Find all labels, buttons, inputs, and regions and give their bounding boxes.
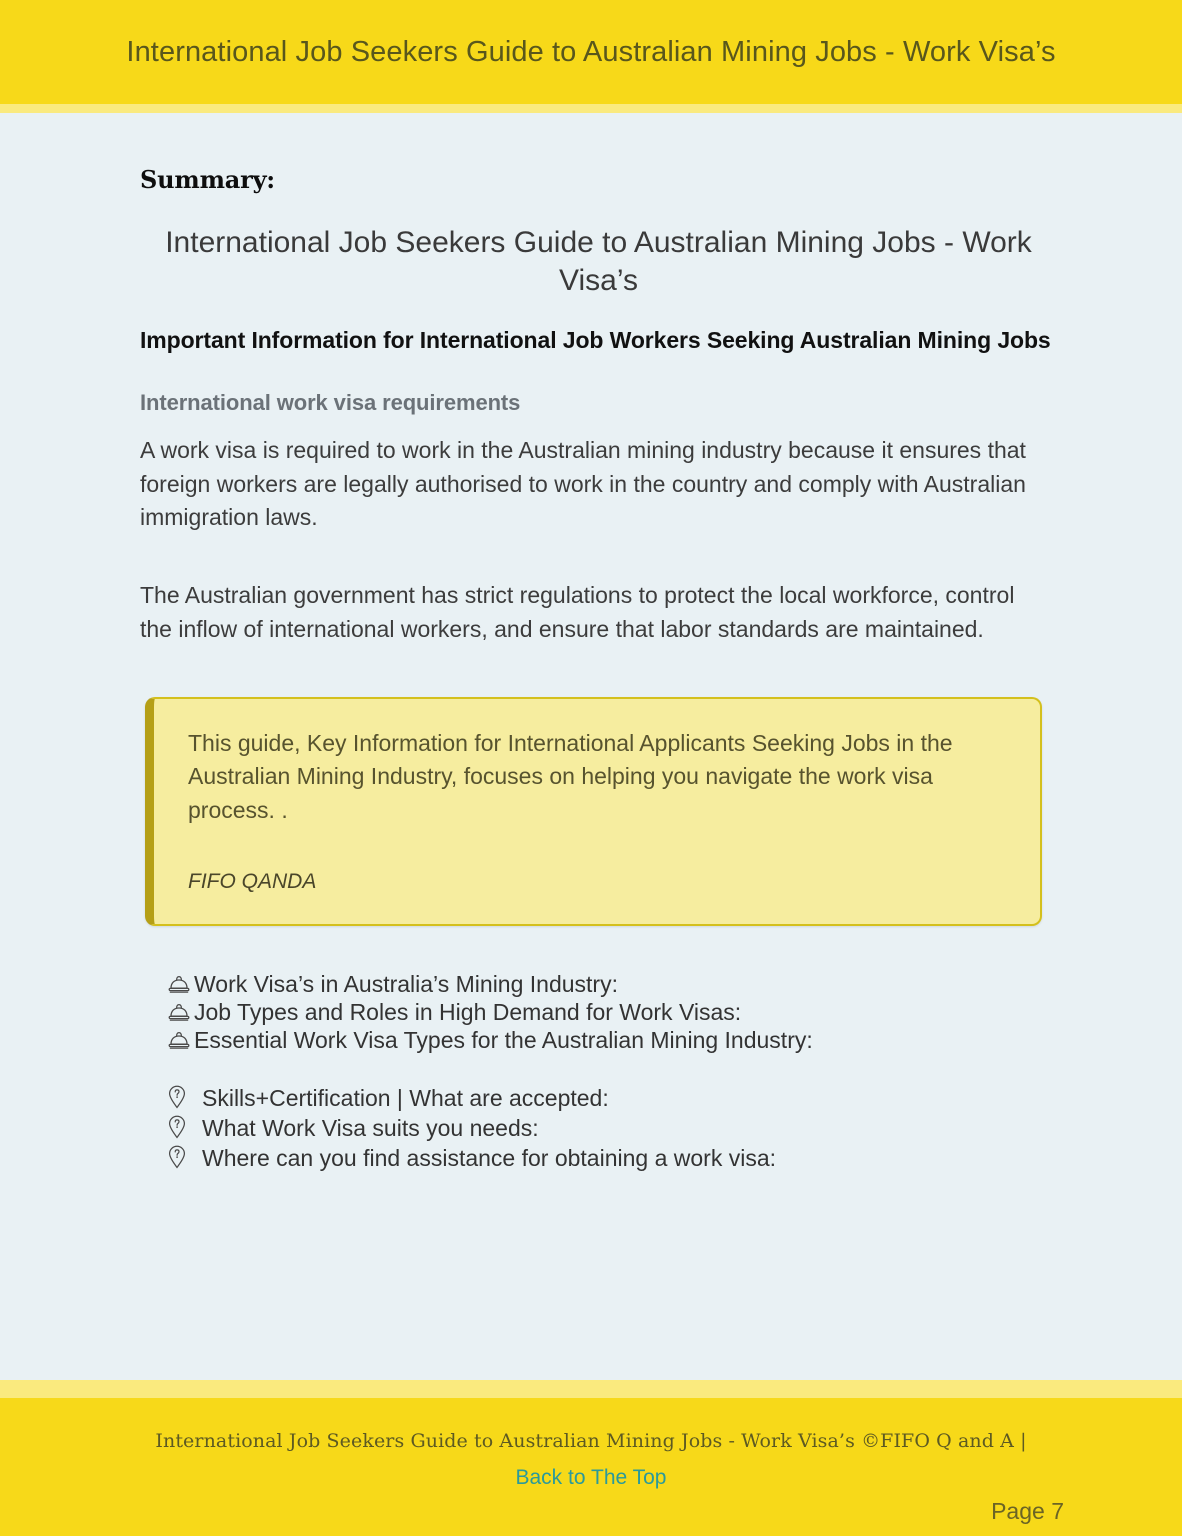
list-item-label: Essential Work Visa Types for the Australian Mining Industry:	[194, 1026, 813, 1053]
document-title: International Job Seekers Guide to Australian Mining Jobs - Work Visa’s	[165, 226, 1032, 298]
document-subheading: Important Information for International Job Workers Seeking Australian Mining Jobs	[140, 326, 1051, 353]
callout-box	[145, 697, 1042, 926]
question-pin-icon	[168, 1145, 202, 1169]
helmet-list	[168, 970, 1067, 1054]
list-item[interactable]	[168, 1082, 1067, 1112]
list-item[interactable]	[168, 998, 1067, 1026]
list-item-label: Work Visa’s in Australia’s Mining Industry:	[194, 970, 618, 997]
list-item-label: What Work Visa suits you needs:	[202, 1114, 539, 1141]
header-title: International Job Seekers Guide to Australian Mining Jobs - Work Visa’s	[126, 35, 1056, 68]
question-pin-icon	[168, 1085, 202, 1109]
list-item-label: Job Types and Roles in High Demand for Work Visas:	[194, 998, 742, 1025]
footer-copyright: International Job Seekers Guide to Australian Mining Jobs - Work Visa’s ©FIFO Q and A |	[155, 1430, 1027, 1452]
callout-text: This guide, Key Information for International Applicants Seeking Jobs in the Australian Mining Industry, focuses on helping you navigate the work visa process. .	[188, 729, 953, 823]
page-content	[0, 113, 1182, 1380]
page-number: Page 7	[991, 1498, 1064, 1524]
list-item[interactable]	[168, 1112, 1067, 1142]
list-item[interactable]	[168, 970, 1067, 998]
hard-hat-icon	[168, 975, 194, 995]
body-paragraph-1: A work visa is required to work in the Australian mining industry because it ensures that foreign workers are legally authorised to work in the country and comply with Australian immigration laws.	[140, 436, 1026, 531]
list-item[interactable]	[168, 1142, 1067, 1172]
back-to-top-link[interactable]: Back to The Top	[515, 1466, 667, 1489]
body-paragraph-2: The Australian government has strict regulations to protect the local workforce, control the inflow of international workers, and ensure that labor standards are maintained.	[140, 582, 1015, 643]
hard-hat-icon	[168, 1003, 194, 1023]
list-item-label: Skills+Certification | What are accepted:	[202, 1084, 609, 1111]
section-label: International work visa requirements	[140, 389, 521, 415]
summary-label: Summary:	[140, 165, 275, 194]
page-footer	[0, 1398, 1182, 1536]
page-header	[0, 0, 1182, 104]
hard-hat-icon	[168, 1031, 194, 1051]
header-accent-band	[0, 104, 1182, 113]
question-pin-icon	[168, 1115, 202, 1139]
callout-attribution: FIFO QANDA	[188, 869, 317, 893]
list-item-label: Where can you find assistance for obtaining a work visa:	[202, 1144, 777, 1171]
list-item[interactable]	[168, 1026, 1067, 1054]
question-list	[168, 1082, 1067, 1172]
footer-accent-band	[0, 1380, 1182, 1398]
